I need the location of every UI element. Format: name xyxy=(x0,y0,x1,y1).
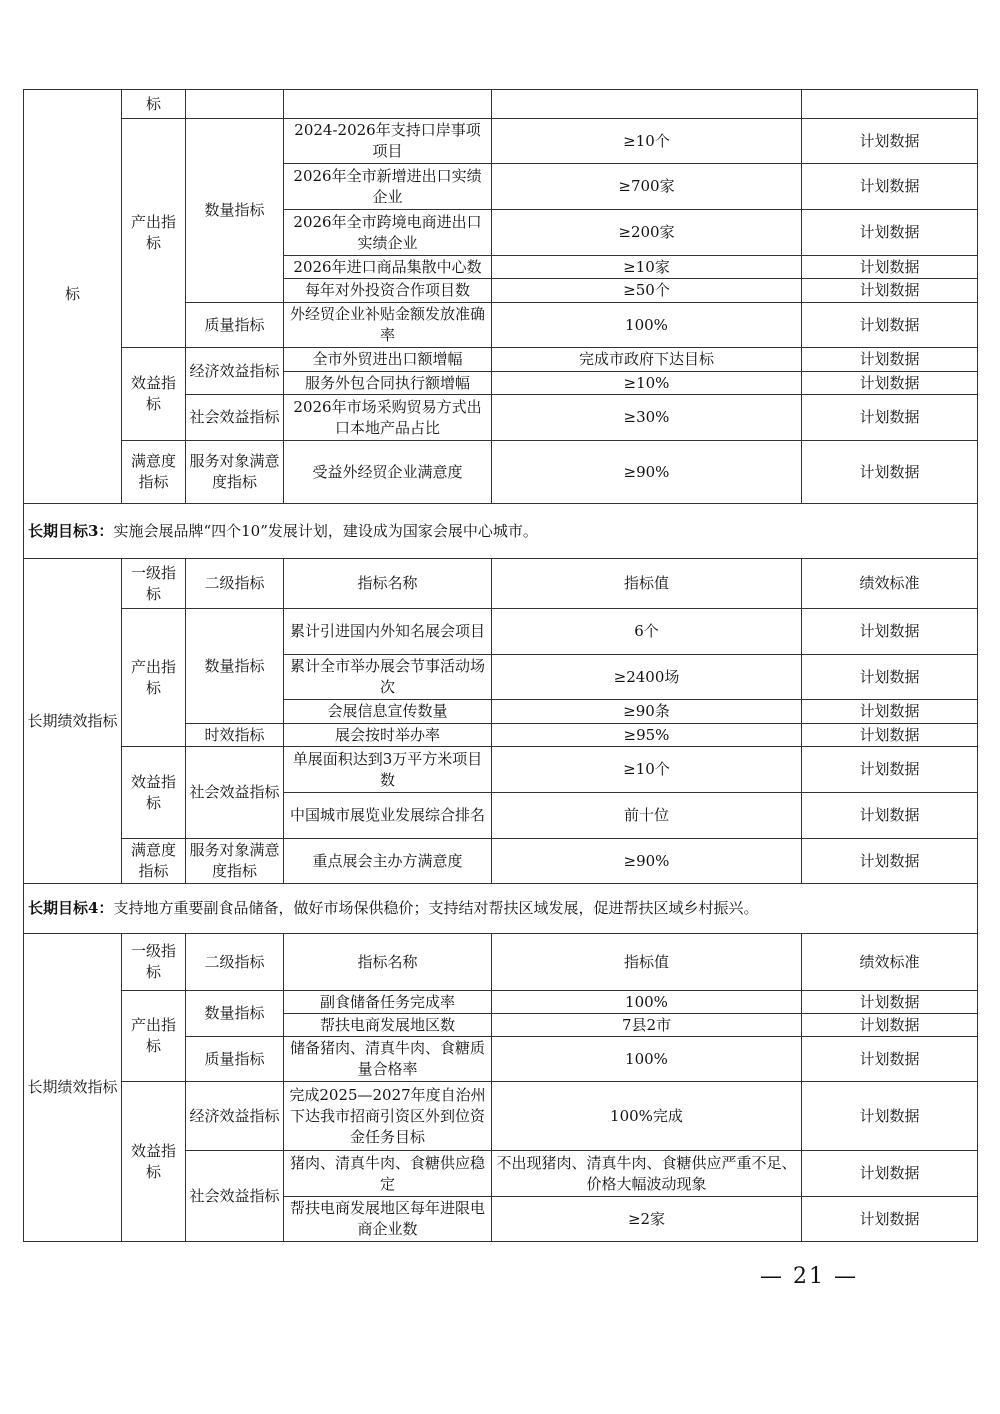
indicator-name: 2026年全市新增进出口实绩企业 xyxy=(284,164,492,210)
level1-cell: 产出指标 xyxy=(122,991,186,1082)
indicator-value: ≥2家 xyxy=(492,1197,802,1242)
indicator-name: 2026年进口商品集散中心数 xyxy=(284,256,492,279)
indicator-value: ≥90% xyxy=(492,839,802,884)
indicator-name: 服务外包合同执行额增幅 xyxy=(284,372,492,395)
indicator-value: ≥10个 xyxy=(492,747,802,793)
indicator-standard: 计划数据 xyxy=(802,839,978,884)
column-header: 一级指标 xyxy=(122,559,186,609)
indicator-standard: 计划数据 xyxy=(802,441,978,504)
indicator-value: ≥90条 xyxy=(492,700,802,724)
table-header-row xyxy=(24,934,978,991)
goal-text: 实施会展品牌“四个10”发展计划，建设成为国家会展中心城市。 xyxy=(113,521,538,540)
goal-cell xyxy=(24,504,978,559)
indicator-name: 重点展会主办方满意度 xyxy=(284,839,492,884)
indicator-value: ≥95% xyxy=(492,724,802,747)
indicator-value: ≥2400场 xyxy=(492,655,802,700)
level2-cell: 服务对象满意度指标 xyxy=(186,839,284,884)
indicator-standard: 计划数据 xyxy=(802,700,978,724)
indicator-value: ≥90% xyxy=(492,441,802,504)
table-row xyxy=(24,609,978,655)
indicator-name: 会展信息宣传数量 xyxy=(284,700,492,724)
level1-cell: 效益指标 xyxy=(122,348,186,441)
goal-cell xyxy=(24,884,978,934)
level2-cell: 数量指标 xyxy=(186,609,284,724)
level2-cell: 经济效益指标 xyxy=(186,1082,284,1151)
indicator-name: 展会按时举办率 xyxy=(284,724,492,747)
level2-cell: 服务对象满意度指标 xyxy=(186,441,284,504)
level1-cell: 效益指标 xyxy=(122,747,186,839)
table-row xyxy=(24,1082,978,1151)
level2-cell: 时效指标 xyxy=(186,724,284,747)
indicator-standard: 计划数据 xyxy=(802,256,978,279)
indicator-name: 2024-2026年支持口岸事项项目 xyxy=(284,119,492,164)
indicator-value: 完成市政府下达目标 xyxy=(492,348,802,372)
indicator-value: 不出现猪肉、清真牛肉、食糖供应严重不足、价格大幅波动现象 xyxy=(492,1151,802,1197)
indicator-standard: 计划数据 xyxy=(802,1037,978,1082)
indicator-value: ≥200家 xyxy=(492,210,802,256)
level1-cell: 满意度指标 xyxy=(122,441,186,504)
indicator-value: ≥10家 xyxy=(492,256,802,279)
section-cell: 长期绩效指标 xyxy=(24,934,122,1242)
table-row xyxy=(24,441,978,504)
level2-cell: 经济效益指标 xyxy=(186,348,284,395)
level1-cell: 效益指标 xyxy=(122,1082,186,1242)
level2-cell: 质量指标 xyxy=(186,303,284,348)
indicator-standard: 计划数据 xyxy=(802,609,978,655)
column-header: 指标名称 xyxy=(284,934,492,991)
section-cell xyxy=(24,90,122,504)
level1-cell: 产出指标 xyxy=(122,609,186,747)
indicator-standard: 计划数据 xyxy=(802,1014,978,1037)
indicator-standard: 计划数据 xyxy=(802,395,978,441)
indicator-name: 中国城市展览业发展综合排名 xyxy=(284,793,492,839)
level1-cell: 满意度指标 xyxy=(122,839,186,884)
indicator-value: 100%完成 xyxy=(492,1082,802,1151)
level1-cell: 产出指标 xyxy=(122,119,186,348)
indicator-value: 100% xyxy=(492,991,802,1014)
indicator-standard: 计划数据 xyxy=(802,655,978,700)
indicator-name: 帮扶电商发展地区数 xyxy=(284,1014,492,1037)
indicator-name: 2026年市场采购贸易方式出口本地产品占比 xyxy=(284,395,492,441)
goal-label: 长期目标3： xyxy=(28,521,114,540)
column-header: 指标值 xyxy=(492,559,802,609)
table-row xyxy=(24,747,978,793)
indicator-standard: 计划数据 xyxy=(802,1082,978,1151)
indicator-standard: 计划数据 xyxy=(802,303,978,348)
performance-indicator-table xyxy=(23,89,978,1242)
table-row xyxy=(24,839,978,884)
indicator-value: 前十位 xyxy=(492,793,802,839)
indicator-name: 每年对外投资合作项目数 xyxy=(284,279,492,303)
goal-row xyxy=(24,504,978,559)
level2-cell: 社会效益指标 xyxy=(186,1151,284,1242)
indicator-name: 完成2025—2027年度自治州下达我市招商引资区外到位资金任务目标 xyxy=(284,1082,492,1151)
column-header: 一级指标 xyxy=(122,934,186,991)
indicator-value: ≥30% xyxy=(492,395,802,441)
indicator-name: 受益外经贸企业满意度 xyxy=(284,441,492,504)
column-header: 绩效标准 xyxy=(802,934,978,991)
indicator-name: 2026年全市跨境电商进出口实绩企业 xyxy=(284,210,492,256)
indicator-name: 累计全市举办展会节事活动场次 xyxy=(284,655,492,700)
indicator-value: ≥700家 xyxy=(492,164,802,210)
table-header-row xyxy=(24,559,978,609)
indicator-value: 100% xyxy=(492,1037,802,1082)
column-header: 指标值 xyxy=(492,934,802,991)
indicator-name: 全市外贸进出口额增幅 xyxy=(284,348,492,372)
level2-cell: 社会效益指标 xyxy=(186,395,284,441)
page-number: — 21 — xyxy=(760,1264,858,1289)
indicator-standard: 计划数据 xyxy=(802,747,978,793)
table-row xyxy=(24,991,978,1014)
level2-cell: 质量指标 xyxy=(186,1037,284,1082)
indicator-value: ≥50个 xyxy=(492,279,802,303)
section-cell: 长期绩效指标 xyxy=(24,559,122,884)
table-row xyxy=(24,90,978,119)
indicator-name: 帮扶电商发展地区每年进限电商企业数 xyxy=(284,1197,492,1242)
indicator-name: 外经贸企业补贴金额发放准确率 xyxy=(284,303,492,348)
indicator-standard: 计划数据 xyxy=(802,724,978,747)
table-row xyxy=(24,119,978,164)
indicator-standard: 计划数据 xyxy=(802,348,978,372)
indicator-standard: 计划数据 xyxy=(802,991,978,1014)
indicator-standard: 计划数据 xyxy=(802,793,978,839)
column-label: 标 xyxy=(64,285,80,303)
indicator-standard: 计划数据 xyxy=(802,372,978,395)
indicator-standard: 计划数据 xyxy=(802,164,978,210)
level1-cell: 标 xyxy=(122,90,186,119)
indicator-standard: 计划数据 xyxy=(802,119,978,164)
goal-text: 支持地方重要副食品储备，做好市场保供稳价；支持结对帮扶区域发展，促进帮扶区域乡村振兴。 xyxy=(113,899,759,917)
column-header: 指标名称 xyxy=(284,559,492,609)
indicator-value: 7县2市 xyxy=(492,1014,802,1037)
indicator-value: ≥10个 xyxy=(492,119,802,164)
column-header: 绩效标准 xyxy=(802,559,978,609)
indicator-standard: 计划数据 xyxy=(802,210,978,256)
indicator-standard: 计划数据 xyxy=(802,1197,978,1242)
goal-row xyxy=(24,884,978,934)
indicator-standard: 计划数据 xyxy=(802,279,978,303)
indicator-name: 储备猪肉、清真牛肉、食糖质量合格率 xyxy=(284,1037,492,1082)
column-header: 二级指标 xyxy=(186,934,284,991)
level2-cell: 数量指标 xyxy=(186,119,284,303)
indicator-standard: 计划数据 xyxy=(802,1151,978,1197)
indicator-value: ≥10% xyxy=(492,372,802,395)
level2-cell: 社会效益指标 xyxy=(186,747,284,839)
table-row xyxy=(24,348,978,372)
indicator-name: 猪肉、清真牛肉、食糖供应稳定 xyxy=(284,1151,492,1197)
indicator-value: 6个 xyxy=(492,609,802,655)
indicator-value: 100% xyxy=(492,303,802,348)
indicator-name: 单展面积达到3万平方米项目数 xyxy=(284,747,492,793)
indicator-name: 副食储备任务完成率 xyxy=(284,991,492,1014)
goal-label: 长期目标4： xyxy=(28,899,114,917)
column-header: 二级指标 xyxy=(186,559,284,609)
level2-cell: 数量指标 xyxy=(186,991,284,1037)
indicator-name: 累计引进国内外知名展会项目 xyxy=(284,609,492,655)
